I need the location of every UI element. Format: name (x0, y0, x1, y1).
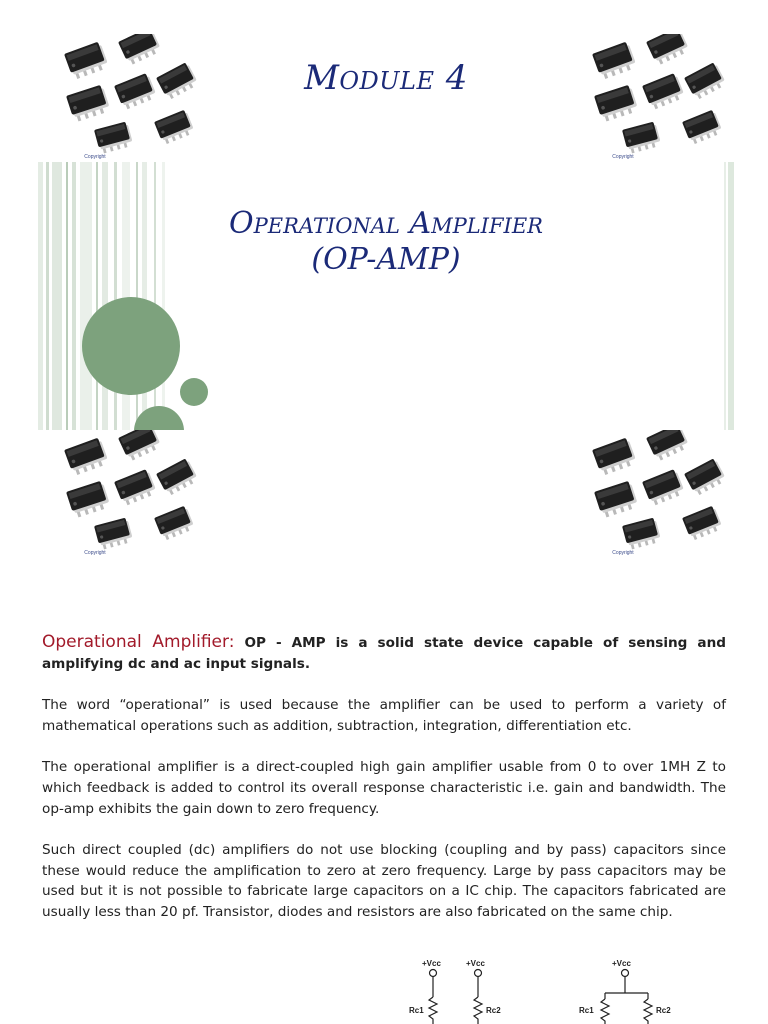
paragraph-capacitors: Such direct coupled (dc) amplifiers do not use blocking (coupling and by pass) capacitors since these would reduce the amplification to zero at zero frequency. Large by pass capacitors may be used but it is not possible to fabricate large capacitors on a IC chip. The capacitors fabricated are usually less than 20 pf. Transistor, diodes and resistors are also fabricated on the same chip. (42, 842, 726, 920)
ic-chip-3 (66, 84, 111, 122)
resistor-rc2-right (644, 999, 652, 1024)
ic-chip-5 (684, 458, 727, 497)
rc2-label-2: Rc2 (656, 1006, 671, 1015)
resistor-rc1-right (601, 999, 609, 1024)
ic-chip-7 (682, 505, 723, 541)
ic-chip-7 (154, 505, 195, 541)
slide-title-line1: Operational Amplifier (229, 206, 543, 241)
vcc-label-2: +Vcc (466, 959, 485, 968)
vcc-label-1: +Vcc (422, 959, 441, 968)
ic-chip-4 (642, 72, 685, 110)
photo-copyright-note: Copyright (612, 154, 634, 160)
paragraph-operational: The word “operational” is used because the amplifier can be used to perform a variety of mathematical operations such as addition, subtraction, integration, differentiation etc. (42, 697, 726, 734)
ic-chip-5 (156, 62, 199, 101)
ic-chip-4 (114, 468, 157, 506)
large-green-circle (82, 297, 180, 395)
ic-chip-cluster (564, 430, 734, 558)
ic-chip-cluster (36, 430, 206, 558)
chip-photo-bottom-left (36, 430, 206, 558)
ic-chip-1 (592, 437, 637, 476)
title-slide (36, 34, 734, 558)
vcc-terminal-1 (430, 970, 437, 977)
ic-chip-7 (682, 109, 723, 145)
ic-chip-1 (64, 437, 109, 476)
ic-chip-4 (642, 468, 685, 506)
document-body (42, 632, 726, 944)
vcc-terminal-2 (475, 970, 482, 977)
resistor-rc2-left (474, 997, 482, 1024)
ic-chip-2 (646, 34, 690, 66)
ic-chip-4 (114, 72, 157, 110)
ic-chip-cluster (36, 34, 206, 162)
photo-copyright-note: Copyright (612, 550, 634, 556)
small-green-circle (180, 378, 208, 406)
ic-chip-3 (594, 480, 639, 518)
slide-title (176, 206, 596, 278)
paragraph-direct-coupled: The operational amplifier is a direct-coupled high gain amplifier usable from 0 to over 1MH Z to which feedback is added to control its overall response characteristic i.e. gain and bandwidth. The op-amp exhibits the gain down to zero frequency. (42, 759, 726, 817)
rc1-label-1: Rc1 (409, 1006, 424, 1015)
slide-title-line2: (OP-AMP) (311, 242, 461, 277)
ic-chip-3 (66, 480, 111, 518)
rc2-label-1: Rc2 (486, 1006, 501, 1015)
ic-chip-7 (154, 109, 195, 145)
ic-chip-6 (622, 517, 662, 550)
module-title: Module 4 (304, 58, 468, 98)
rc1-label-2: Rc1 (579, 1006, 594, 1015)
vcc-label-3: +Vcc (612, 959, 631, 968)
vcc-terminal-3 (622, 970, 629, 977)
ic-chip-5 (684, 62, 727, 101)
ic-chip-6 (94, 121, 134, 154)
ic-chip-5 (156, 458, 199, 497)
ic-chip-2 (646, 430, 690, 462)
ic-chip-cluster (564, 34, 734, 162)
definition-paragraph (42, 632, 726, 674)
ic-chip-6 (622, 121, 662, 154)
photo-copyright-note: Copyright (84, 154, 106, 160)
ic-chip-1 (592, 41, 637, 80)
resistor-rc1-left (429, 997, 437, 1024)
ic-chip-6 (94, 517, 134, 550)
chip-photo-top-right (564, 34, 734, 162)
photo-copyright-note: Copyright (84, 550, 106, 556)
ic-chip-3 (594, 84, 639, 122)
right-border-inner (724, 162, 726, 430)
chip-photo-bottom-right (564, 430, 734, 558)
term-heading: Operational Amplifier: (42, 632, 235, 652)
circuit-diagram (380, 952, 720, 1024)
definition-text: OP - AMP is a solid state device capable of sensing and amplifying dc and ac input signals. (42, 635, 726, 672)
chip-photo-top-left (36, 34, 206, 162)
ic-chip-2 (118, 430, 162, 462)
ic-chip-1 (64, 41, 109, 80)
right-border (728, 162, 734, 430)
ic-chip-2 (118, 34, 162, 66)
